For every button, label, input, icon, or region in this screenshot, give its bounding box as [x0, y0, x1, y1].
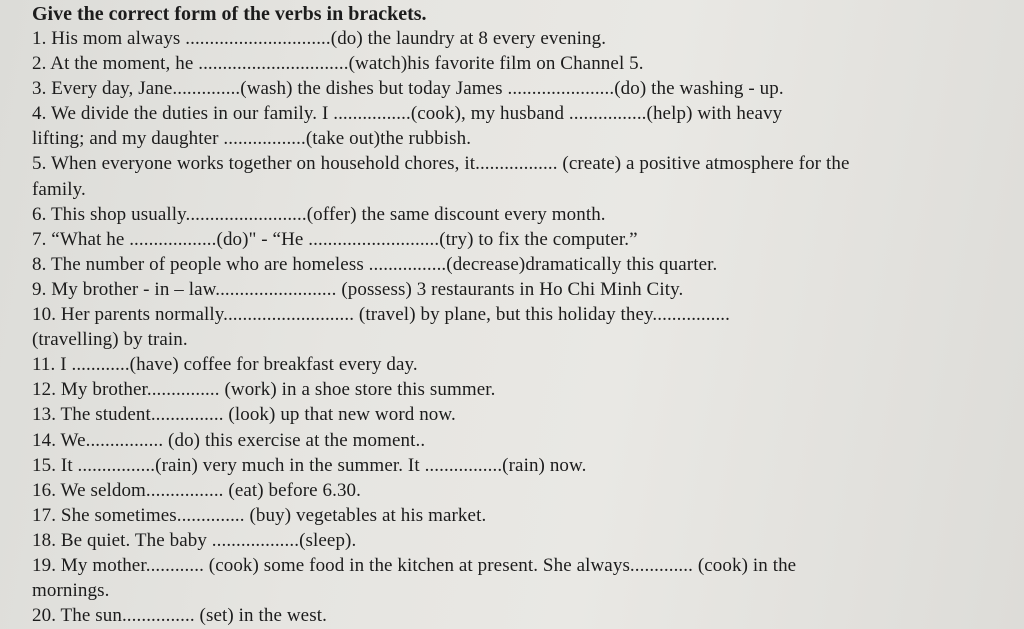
exercise-line: 10. Her parents normally........................... (travel) by plane, but this holiday they................	[32, 304, 731, 326]
exercise-line: 19. My mother............ (cook) some food in the kitchen at present. She always............. (cook) in the	[32, 554, 797, 576]
exercise-line: 4. We divide the duties in our family. I ................(cook), my husband ................(help) with heavy	[32, 103, 783, 125]
exercise-line: 12. My brother............... (work) in a shoe store this summer.	[32, 379, 496, 401]
exercise-line: 18. Be quiet. The baby ..................(sleep).	[32, 529, 357, 551]
exercise-line: mornings.	[32, 580, 110, 602]
worksheet-title: Give the correct form of the verbs in brackets.	[32, 3, 427, 25]
exercise-line: 6. This shop usually.........................(offer) the same discount every month.	[32, 203, 606, 225]
exercise-line: 11. I ............(have) coffee for breakfast every day.	[32, 354, 418, 376]
exercise-line: family.	[32, 178, 86, 200]
exercise-line: 15. It ................(rain) very much in the summer. It ................(rain) now.	[32, 454, 587, 476]
exercise-line: 1. His mom always ..............................(do) the laundry at 8 every evening.	[32, 28, 607, 49]
exercise-line: 13. The student............... (look) up that new word now.	[32, 404, 456, 426]
exercise-line: 8. The number of people who are homeless ................(decrease)dramatically this quarter.	[32, 253, 718, 275]
exercise-line: 3. Every day, Jane..............(wash) the dishes but today James ......................(do) the washing - up.	[32, 78, 784, 100]
exercise-line: 20. The sun............... (set) in the west.	[32, 605, 327, 627]
exercise-line: 5. When everyone works together on household chores, it................. (create) a positive atmosphere for the	[32, 153, 850, 175]
exercise-line: lifting; and my daughter .................(take out)the rubbish.	[32, 128, 472, 150]
exercise-line: (travelling) by train.	[32, 329, 188, 351]
exercise-line: 14. We................ (do) this exercise at the moment..	[32, 429, 426, 451]
exercise-line: 9. My brother - in – law......................... (possess) 3 restaurants in Ho Chi Minh City.	[32, 278, 684, 300]
exercise-line: 16. We seldom................ (eat) before 6.30.	[32, 479, 362, 501]
exercise-line: 2. At the moment, he ...............................(watch)his favorite film on Channel 5.	[32, 53, 644, 75]
exercise-line: 7. “What he ..................(do)" - “He ...........................(try) to fix the computer.”	[32, 228, 638, 250]
exercise-line: 17. She sometimes.............. (buy) vegetables at his market.	[32, 504, 487, 526]
worksheet	[32, 2, 1022, 628]
